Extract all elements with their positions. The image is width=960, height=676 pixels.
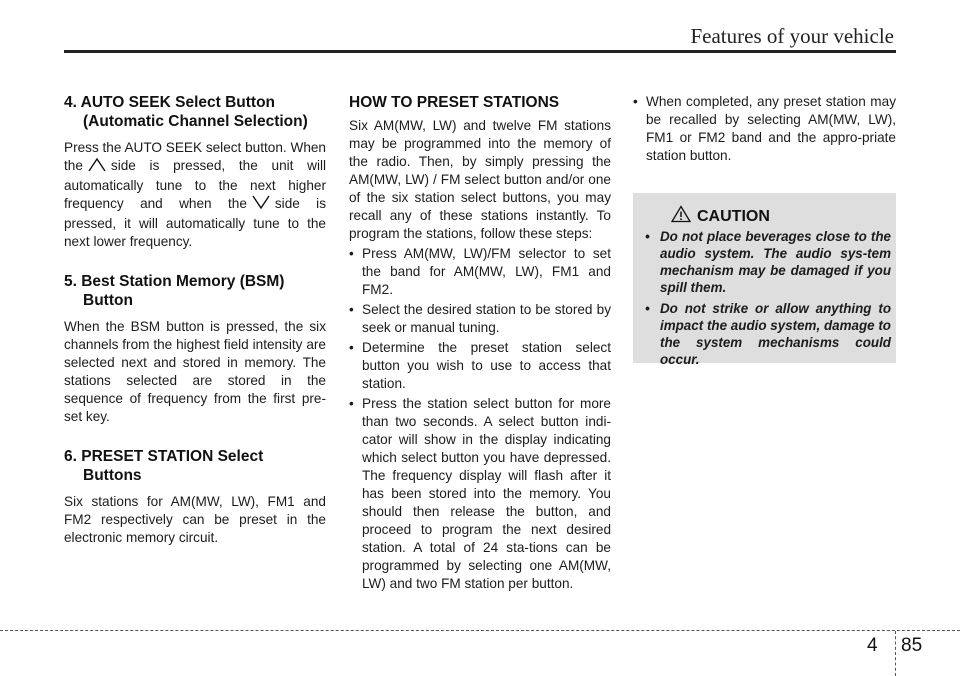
caution-item: • Do not place beverages close to the audio system. The audio sys-tem mechanism may be damaged if you spill them. (645, 228, 891, 296)
preset-step: • Press the station select button for more than two seconds. A select button indi-cator will show in the display indicating which select button you have depressed. The frequency display will flash after it has been stored into the memory. You should then release the button, and proceed to program the next desired station. A total of 24 sta-tions can be programmed by selecting one AM(MW, LW) and two FM station per button. (349, 395, 611, 593)
how-to-preset-intro: Six AM(MW, LW) and twelve FM stations may be programmed into the memory of the radio. Then, by simply pressing the AM(MW, LW) / FM select button and/or one of the six station select buttons, you may recall any of these stations instantly. To program the stations, follow these steps: (349, 118, 611, 241)
preset-step: • Determine the preset station select button you wish to use to access that station. (349, 339, 611, 393)
footer-rule (0, 630, 960, 631)
caution-header (671, 205, 770, 228)
heading-how-to-preset: HOW TO PRESET STATIONS (349, 94, 560, 111)
bsm-text: When the BSM button is pressed, the six channels from the highest field intensity are selected next and stored in memory. The stations selected are stored in the sequence of frequency from the first pre-set key. (64, 319, 326, 424)
caret-up-icon (87, 157, 107, 177)
heading-bsm: 5. Best Station Memory (BSM) Button (64, 273, 285, 309)
footer-divider (895, 631, 896, 676)
recall-step: • When completed, any preset station may be recalled by selecting AM(MW, LW), FM1 or FM2 band and the appro-priate station button. (633, 93, 896, 165)
caution-box (633, 193, 896, 367)
preset-station-text: Six stations for AM(MW, LW), FM1 and FM2 respectively can be preset in the electronic memory circuit. (64, 494, 326, 545)
auto-seek-text-b: side is pressed, the unit will automatically tune to the next higher frequency and when the (64, 158, 326, 211)
caution-list (645, 228, 891, 372)
preset-step: • Select the desired station to be stored by seek or manual tuning. (349, 301, 611, 337)
column-right (633, 93, 896, 165)
column-middle (349, 93, 611, 593)
preset-step: • Press AM(MW, LW)/FM selector to set the band for AM(MW, LW), FM1 and FM2. (349, 245, 611, 299)
page-number: 85 (901, 635, 923, 656)
header-rule (64, 50, 896, 53)
chapter-number: 4 (867, 635, 878, 656)
auto-seek-text-c: side is pressed, it will automatically tune to the next lower frequency. (64, 196, 326, 249)
column-left (64, 93, 326, 547)
auto-seek-text-a: Press the AUTO SEEK select button. When the (64, 140, 326, 173)
page-header-title: Features of your vehicle (690, 24, 894, 48)
heading-preset-station: 6. PRESET STATION Select Buttons (64, 448, 264, 484)
auto-seek-text (64, 139, 326, 251)
caution-item: • Do not strike or allow anything to impact the audio system, damage to the system mechanisms could occur. (645, 300, 891, 368)
caret-down-icon (251, 195, 271, 215)
caution-title: CAUTION (697, 207, 770, 225)
heading-auto-seek: 4. AUTO SEEK Select Button (Automatic Channel Selection) (64, 94, 308, 130)
recall-list (633, 93, 896, 165)
preset-steps-list (349, 245, 611, 593)
warning-triangle-icon (671, 205, 691, 228)
